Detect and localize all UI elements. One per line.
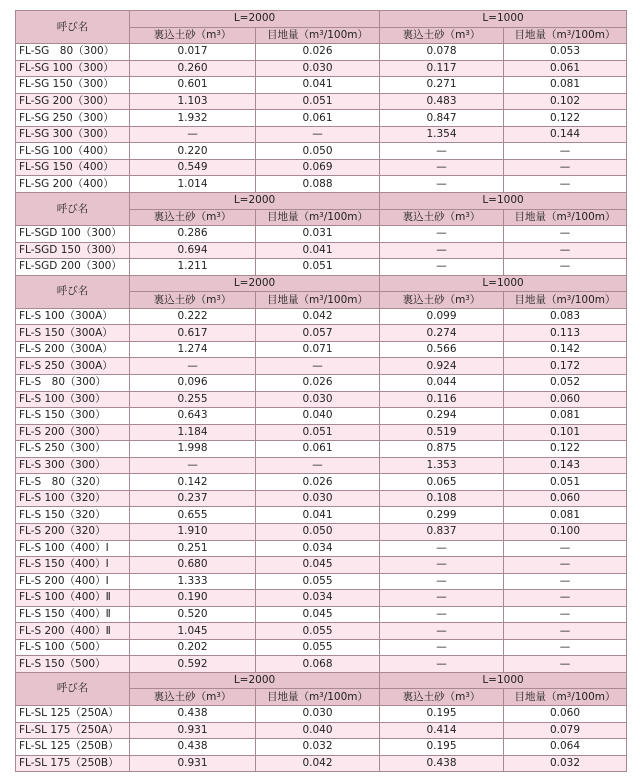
cell-product-name: FL-S 150（500） bbox=[16, 656, 130, 673]
table-row bbox=[16, 739, 627, 756]
cell-product-name: FL-SGD 200（300） bbox=[16, 259, 130, 276]
cell-backfill-l1000: — bbox=[380, 557, 504, 574]
table-row bbox=[16, 457, 627, 474]
table-row bbox=[16, 341, 627, 358]
cell-joint-l2000: 0.032 bbox=[256, 739, 380, 756]
cell-product-name: FL-SL 125（250A） bbox=[16, 705, 130, 722]
table-row bbox=[16, 176, 627, 193]
cell-product-name: FL-SL 125（250B） bbox=[16, 739, 130, 756]
cell-product-name: FL-SG 100（300） bbox=[16, 60, 130, 77]
cell-joint-l1000: 0.083 bbox=[504, 308, 627, 325]
table-row bbox=[16, 77, 627, 94]
cell-joint-l1000: — bbox=[504, 590, 627, 607]
table-row bbox=[16, 126, 627, 143]
cell-product-name: FL-S 300（300） bbox=[16, 457, 130, 474]
cell-backfill-l1000: 0.044 bbox=[380, 375, 504, 392]
table-row bbox=[16, 424, 627, 441]
cell-joint-l2000: — bbox=[256, 126, 380, 143]
table-row bbox=[16, 325, 627, 342]
cell-joint-l1000: — bbox=[504, 656, 627, 673]
spec-table bbox=[15, 10, 627, 772]
cell-product-name: FL-S 150（300A） bbox=[16, 325, 130, 342]
table-row bbox=[16, 375, 627, 392]
cell-joint-l2000: 0.061 bbox=[256, 110, 380, 127]
cell-product-name: FL-S 100（300） bbox=[16, 391, 130, 408]
cell-joint-l1000: — bbox=[504, 242, 627, 259]
header-backfill-l2000: 裏込土砂$(m^3)$ bbox=[130, 292, 256, 309]
cell-backfill-l2000: 1.211 bbox=[130, 259, 256, 276]
table-container bbox=[15, 10, 626, 772]
cell-product-name: FL-S 200（320） bbox=[16, 523, 130, 540]
cell-backfill-l2000: 1.274 bbox=[130, 341, 256, 358]
cell-product-name: FL-SG 100（400） bbox=[16, 143, 130, 160]
cell-backfill-l2000: 0.222 bbox=[130, 308, 256, 325]
cell-backfill-l1000: — bbox=[380, 159, 504, 176]
header-joint-l1000: 目地量$(m^3/100m)$ bbox=[504, 689, 627, 706]
cell-joint-l2000: 0.042 bbox=[256, 308, 380, 325]
cell-backfill-l1000: 0.065 bbox=[380, 474, 504, 491]
header-backfill-l2000: 裏込土砂$(m^3)$ bbox=[130, 209, 256, 226]
cell-joint-l2000: 0.030 bbox=[256, 60, 380, 77]
header-backfill-l2000: 裏込土砂$(m^3)$ bbox=[130, 27, 256, 44]
table-row bbox=[16, 573, 627, 590]
cell-backfill-l2000: 0.601 bbox=[130, 77, 256, 94]
cell-joint-l1000: 0.061 bbox=[504, 60, 627, 77]
table-row bbox=[16, 755, 627, 772]
cell-backfill-l1000: — bbox=[380, 176, 504, 193]
cell-product-name: FL-S 200（400）Ⅱ bbox=[16, 623, 130, 640]
header-joint-l1000: 目地量$(m^3/100m)$ bbox=[504, 292, 627, 309]
cell-backfill-l2000: — bbox=[130, 358, 256, 375]
cell-joint-l2000: 0.055 bbox=[256, 573, 380, 590]
table-row bbox=[16, 60, 627, 77]
cell-product-name: FL-S 150（300） bbox=[16, 408, 130, 425]
cell-joint-l1000: 0.143 bbox=[504, 457, 627, 474]
table-row bbox=[16, 705, 627, 722]
cell-joint-l2000: 0.030 bbox=[256, 705, 380, 722]
cell-backfill-l2000: 1.910 bbox=[130, 523, 256, 540]
cell-joint-l2000: 0.040 bbox=[256, 722, 380, 739]
cell-backfill-l2000: 0.592 bbox=[130, 656, 256, 673]
header-row-top bbox=[16, 672, 627, 689]
cell-backfill-l1000: 0.847 bbox=[380, 110, 504, 127]
cell-backfill-l1000: 0.414 bbox=[380, 722, 504, 739]
table-row bbox=[16, 540, 627, 557]
cell-backfill-l2000: 0.260 bbox=[130, 60, 256, 77]
cell-backfill-l2000: 1.184 bbox=[130, 424, 256, 441]
cell-joint-l1000: 0.172 bbox=[504, 358, 627, 375]
cell-joint-l1000: 0.053 bbox=[504, 44, 627, 61]
cell-backfill-l1000: — bbox=[380, 226, 504, 243]
header-l1000: L=1000 bbox=[380, 193, 627, 210]
cell-backfill-l2000: 1.998 bbox=[130, 441, 256, 458]
cell-joint-l2000: — bbox=[256, 457, 380, 474]
cell-product-name: FL-SG 250（300） bbox=[16, 110, 130, 127]
cell-backfill-l1000: 1.354 bbox=[380, 126, 504, 143]
cell-backfill-l2000: 0.549 bbox=[130, 159, 256, 176]
cell-joint-l2000: 0.050 bbox=[256, 523, 380, 540]
cell-joint-l1000: 0.079 bbox=[504, 722, 627, 739]
cell-joint-l1000: — bbox=[504, 226, 627, 243]
header-backfill-l2000: 裏込土砂$(m^3)$ bbox=[130, 689, 256, 706]
cell-joint-l2000: 0.088 bbox=[256, 176, 380, 193]
cell-backfill-l1000: — bbox=[380, 573, 504, 590]
cell-backfill-l2000: 0.142 bbox=[130, 474, 256, 491]
cell-backfill-l1000: 0.294 bbox=[380, 408, 504, 425]
cell-backfill-l1000: — bbox=[380, 656, 504, 673]
cell-backfill-l1000: 0.924 bbox=[380, 358, 504, 375]
cell-joint-l1000: 0.101 bbox=[504, 424, 627, 441]
cell-joint-l2000: 0.041 bbox=[256, 77, 380, 94]
cell-joint-l2000: — bbox=[256, 358, 380, 375]
cell-joint-l2000: 0.042 bbox=[256, 755, 380, 772]
cell-backfill-l2000: 0.694 bbox=[130, 242, 256, 259]
cell-product-name: FL-SG 200（300） bbox=[16, 93, 130, 110]
table-row bbox=[16, 722, 627, 739]
cell-joint-l2000: 0.051 bbox=[256, 259, 380, 276]
cell-backfill-l2000: 0.237 bbox=[130, 490, 256, 507]
cell-joint-l2000: 0.050 bbox=[256, 143, 380, 160]
cell-joint-l2000: 0.041 bbox=[256, 507, 380, 524]
cell-backfill-l2000: — bbox=[130, 457, 256, 474]
cell-joint-l1000: 0.113 bbox=[504, 325, 627, 342]
cell-backfill-l2000: 1.103 bbox=[130, 93, 256, 110]
table-row bbox=[16, 656, 627, 673]
cell-joint-l1000: 0.122 bbox=[504, 441, 627, 458]
cell-backfill-l2000: 0.202 bbox=[130, 639, 256, 656]
cell-joint-l2000: 0.068 bbox=[256, 656, 380, 673]
cell-joint-l2000: 0.026 bbox=[256, 44, 380, 61]
cell-joint-l1000: — bbox=[504, 176, 627, 193]
cell-product-name: FL-SG 80（300） bbox=[16, 44, 130, 61]
cell-backfill-l2000: 0.255 bbox=[130, 391, 256, 408]
cell-product-name: FL-S 150（320） bbox=[16, 507, 130, 524]
cell-joint-l1000: — bbox=[504, 623, 627, 640]
cell-backfill-l1000: 0.483 bbox=[380, 93, 504, 110]
cell-backfill-l1000: 0.195 bbox=[380, 739, 504, 756]
cell-backfill-l2000: 1.014 bbox=[130, 176, 256, 193]
cell-joint-l1000: — bbox=[504, 639, 627, 656]
cell-product-name: FL-SL 175（250A） bbox=[16, 722, 130, 739]
table-row bbox=[16, 391, 627, 408]
cell-joint-l1000: — bbox=[504, 557, 627, 574]
header-row-top bbox=[16, 11, 627, 28]
table-row bbox=[16, 308, 627, 325]
header-joint-l2000: 目地量$(m^3/100m)$ bbox=[256, 27, 380, 44]
cell-joint-l2000: 0.057 bbox=[256, 325, 380, 342]
cell-product-name: FL-SG 300（300） bbox=[16, 126, 130, 143]
cell-backfill-l2000: 0.931 bbox=[130, 755, 256, 772]
cell-joint-l1000: 0.060 bbox=[504, 705, 627, 722]
cell-backfill-l2000: 0.931 bbox=[130, 722, 256, 739]
cell-joint-l1000: — bbox=[504, 573, 627, 590]
cell-joint-l1000: 0.081 bbox=[504, 408, 627, 425]
cell-product-name: FL-S 100（400）Ⅱ bbox=[16, 590, 130, 607]
cell-backfill-l1000: 0.519 bbox=[380, 424, 504, 441]
cell-backfill-l2000: 0.017 bbox=[130, 44, 256, 61]
header-backfill-l1000: 裏込土砂$(m^3)$ bbox=[380, 292, 504, 309]
table-row bbox=[16, 259, 627, 276]
header-backfill-l1000: 裏込土砂$(m^3)$ bbox=[380, 209, 504, 226]
cell-backfill-l2000: 0.251 bbox=[130, 540, 256, 557]
header-joint-l2000: 目地量$(m^3/100m)$ bbox=[256, 292, 380, 309]
cell-backfill-l1000: 0.195 bbox=[380, 705, 504, 722]
header-l2000: L=2000 bbox=[130, 275, 380, 292]
table-row bbox=[16, 242, 627, 259]
cell-backfill-l1000: 0.271 bbox=[380, 77, 504, 94]
table-row bbox=[16, 490, 627, 507]
table-row bbox=[16, 143, 627, 160]
cell-joint-l1000: — bbox=[504, 540, 627, 557]
cell-joint-l2000: 0.055 bbox=[256, 639, 380, 656]
table-row bbox=[16, 408, 627, 425]
cell-backfill-l1000: — bbox=[380, 623, 504, 640]
cell-joint-l2000: 0.051 bbox=[256, 93, 380, 110]
cell-backfill-l1000: 0.837 bbox=[380, 523, 504, 540]
cell-joint-l2000: 0.031 bbox=[256, 226, 380, 243]
cell-joint-l2000: 0.026 bbox=[256, 474, 380, 491]
cell-joint-l2000: 0.069 bbox=[256, 159, 380, 176]
cell-joint-l1000: 0.052 bbox=[504, 375, 627, 392]
cell-backfill-l2000: 0.438 bbox=[130, 739, 256, 756]
cell-joint-l1000: 0.081 bbox=[504, 77, 627, 94]
cell-joint-l2000: 0.030 bbox=[256, 490, 380, 507]
header-l1000: L=1000 bbox=[380, 275, 627, 292]
cell-product-name: FL-SG 200（400） bbox=[16, 176, 130, 193]
table-row bbox=[16, 507, 627, 524]
table-row bbox=[16, 226, 627, 243]
cell-product-name: FL-SG 150（300） bbox=[16, 77, 130, 94]
header-backfill-l1000: 裏込土砂$(m^3)$ bbox=[380, 27, 504, 44]
cell-backfill-l2000: 0.520 bbox=[130, 606, 256, 623]
cell-backfill-l2000: 0.680 bbox=[130, 557, 256, 574]
cell-product-name: FL-S 250（300A） bbox=[16, 358, 130, 375]
cell-backfill-l1000: 0.566 bbox=[380, 341, 504, 358]
cell-product-name: FL-SG 150（400） bbox=[16, 159, 130, 176]
table-row bbox=[16, 358, 627, 375]
cell-backfill-l2000: 1.045 bbox=[130, 623, 256, 640]
cell-product-name: FL-S 150（400）Ⅰ bbox=[16, 557, 130, 574]
cell-backfill-l1000: — bbox=[380, 242, 504, 259]
table-row bbox=[16, 93, 627, 110]
cell-backfill-l1000: 0.299 bbox=[380, 507, 504, 524]
cell-joint-l2000: 0.071 bbox=[256, 341, 380, 358]
table-row bbox=[16, 441, 627, 458]
cell-backfill-l1000: 1.353 bbox=[380, 457, 504, 474]
cell-joint-l1000: 0.032 bbox=[504, 755, 627, 772]
header-name: 呼び名 bbox=[16, 672, 130, 705]
cell-joint-l1000: 0.051 bbox=[504, 474, 627, 491]
cell-product-name: FL-S 200（400）Ⅰ bbox=[16, 573, 130, 590]
cell-joint-l2000: 0.045 bbox=[256, 606, 380, 623]
cell-joint-l1000: — bbox=[504, 259, 627, 276]
cell-product-name: FL-S 150（400）Ⅱ bbox=[16, 606, 130, 623]
cell-backfill-l1000: 0.875 bbox=[380, 441, 504, 458]
table-row bbox=[16, 44, 627, 61]
table-row bbox=[16, 557, 627, 574]
table-row bbox=[16, 474, 627, 491]
cell-backfill-l1000: 0.117 bbox=[380, 60, 504, 77]
cell-joint-l1000: 0.060 bbox=[504, 391, 627, 408]
cell-backfill-l2000: 0.286 bbox=[130, 226, 256, 243]
header-name: 呼び名 bbox=[16, 275, 130, 308]
cell-product-name: FL-S 100（300A） bbox=[16, 308, 130, 325]
cell-product-name: FL-S 200（300） bbox=[16, 424, 130, 441]
cell-product-name: FL-S 80（320） bbox=[16, 474, 130, 491]
cell-backfill-l1000: — bbox=[380, 540, 504, 557]
header-l1000: L=1000 bbox=[380, 11, 627, 28]
table-row bbox=[16, 639, 627, 656]
cell-product-name: FL-SGD 100（300） bbox=[16, 226, 130, 243]
table-row bbox=[16, 623, 627, 640]
cell-joint-l1000: — bbox=[504, 159, 627, 176]
cell-backfill-l1000: — bbox=[380, 143, 504, 160]
cell-backfill-l2000: 1.932 bbox=[130, 110, 256, 127]
cell-joint-l1000: 0.081 bbox=[504, 507, 627, 524]
cell-backfill-l2000: 0.438 bbox=[130, 705, 256, 722]
cell-joint-l1000: — bbox=[504, 606, 627, 623]
cell-product-name: FL-SGD 150（300） bbox=[16, 242, 130, 259]
cell-backfill-l2000: 1.333 bbox=[130, 573, 256, 590]
cell-product-name: FL-S 100（500） bbox=[16, 639, 130, 656]
cell-product-name: FL-S 100（320） bbox=[16, 490, 130, 507]
cell-joint-l2000: 0.034 bbox=[256, 540, 380, 557]
cell-backfill-l1000: — bbox=[380, 590, 504, 607]
header-backfill-l1000: 裏込土砂$(m^3)$ bbox=[380, 689, 504, 706]
cell-joint-l2000: 0.030 bbox=[256, 391, 380, 408]
cell-joint-l1000: 0.142 bbox=[504, 341, 627, 358]
cell-joint-l2000: 0.041 bbox=[256, 242, 380, 259]
cell-backfill-l1000: — bbox=[380, 639, 504, 656]
cell-product-name: FL-S 200（300A） bbox=[16, 341, 130, 358]
table-row bbox=[16, 606, 627, 623]
cell-product-name: FL-S 250（300） bbox=[16, 441, 130, 458]
table-row bbox=[16, 159, 627, 176]
cell-backfill-l1000: 0.078 bbox=[380, 44, 504, 61]
cell-joint-l2000: 0.051 bbox=[256, 424, 380, 441]
cell-joint-l1000: — bbox=[504, 143, 627, 160]
cell-joint-l1000: 0.064 bbox=[504, 739, 627, 756]
cell-joint-l2000: 0.026 bbox=[256, 375, 380, 392]
header-joint-l1000: 目地量$(m^3/100m)$ bbox=[504, 27, 627, 44]
cell-product-name: FL-S 100（400）Ⅰ bbox=[16, 540, 130, 557]
header-l2000: L=2000 bbox=[130, 672, 380, 689]
cell-joint-l1000: 0.122 bbox=[504, 110, 627, 127]
header-l2000: L=2000 bbox=[130, 11, 380, 28]
cell-backfill-l1000: — bbox=[380, 259, 504, 276]
cell-joint-l1000: 0.060 bbox=[504, 490, 627, 507]
header-joint-l2000: 目地量$(m^3/100m)$ bbox=[256, 689, 380, 706]
cell-backfill-l1000: 0.438 bbox=[380, 755, 504, 772]
cell-joint-l2000: 0.061 bbox=[256, 441, 380, 458]
cell-joint-l1000: 0.144 bbox=[504, 126, 627, 143]
cell-backfill-l2000: 0.190 bbox=[130, 590, 256, 607]
cell-joint-l1000: 0.102 bbox=[504, 93, 627, 110]
cell-product-name: FL-SL 175（250B） bbox=[16, 755, 130, 772]
header-joint-l1000: 目地量$(m^3/100m)$ bbox=[504, 209, 627, 226]
header-name: 呼び名 bbox=[16, 11, 130, 44]
header-l2000: L=2000 bbox=[130, 193, 380, 210]
cell-backfill-l1000: 0.108 bbox=[380, 490, 504, 507]
cell-joint-l2000: 0.034 bbox=[256, 590, 380, 607]
table-row bbox=[16, 590, 627, 607]
cell-joint-l2000: 0.040 bbox=[256, 408, 380, 425]
header-joint-l2000: 目地量$(m^3/100m)$ bbox=[256, 209, 380, 226]
cell-backfill-l2000: 0.655 bbox=[130, 507, 256, 524]
header-row-top bbox=[16, 275, 627, 292]
cell-product-name: FL-S 80（300） bbox=[16, 375, 130, 392]
cell-backfill-l2000: 0.220 bbox=[130, 143, 256, 160]
header-row-top bbox=[16, 193, 627, 210]
cell-backfill-l1000: 0.274 bbox=[380, 325, 504, 342]
cell-backfill-l1000: 0.116 bbox=[380, 391, 504, 408]
table-row bbox=[16, 110, 627, 127]
cell-joint-l2000: 0.055 bbox=[256, 623, 380, 640]
cell-backfill-l2000: 0.643 bbox=[130, 408, 256, 425]
cell-backfill-l1000: — bbox=[380, 606, 504, 623]
header-l1000: L=1000 bbox=[380, 672, 627, 689]
cell-backfill-l2000: — bbox=[130, 126, 256, 143]
cell-backfill-l2000: 0.617 bbox=[130, 325, 256, 342]
cell-backfill-l1000: 0.099 bbox=[380, 308, 504, 325]
cell-joint-l2000: 0.045 bbox=[256, 557, 380, 574]
table-row bbox=[16, 523, 627, 540]
cell-backfill-l2000: 0.096 bbox=[130, 375, 256, 392]
header-name: 呼び名 bbox=[16, 193, 130, 226]
cell-joint-l1000: 0.100 bbox=[504, 523, 627, 540]
